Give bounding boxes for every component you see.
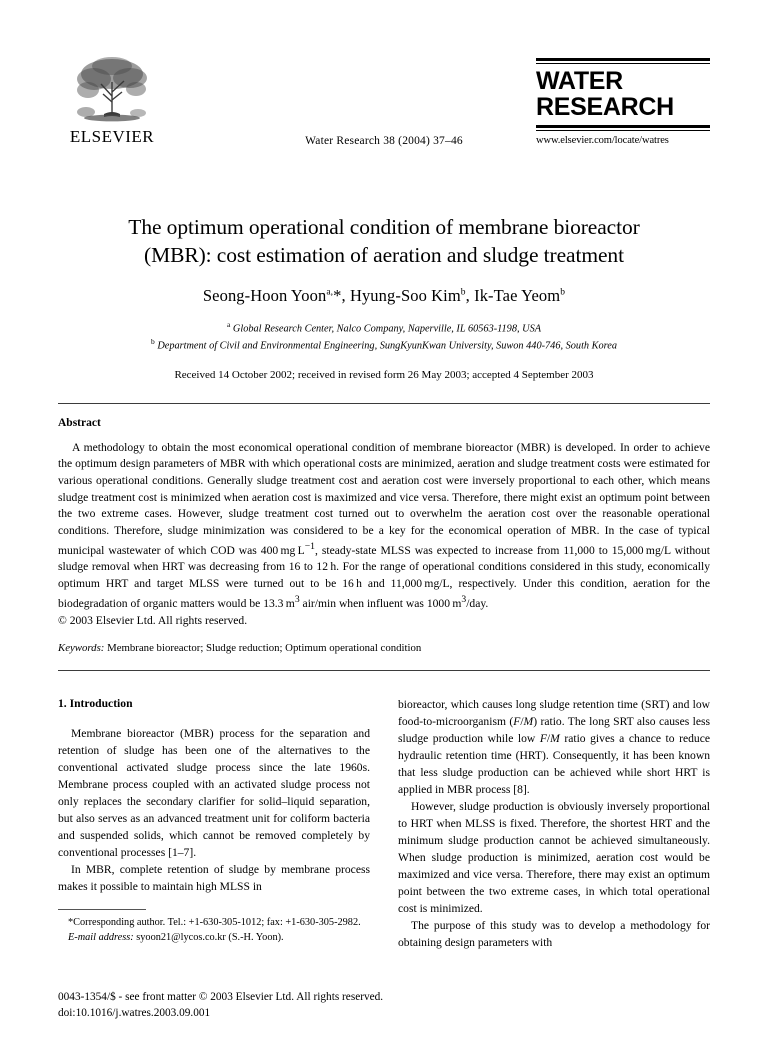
rule-below-keywords: [58, 670, 710, 671]
author-affil-marker-a: a,: [326, 287, 334, 298]
footnote-email-label: E-mail address:: [68, 931, 134, 943]
paragraph-right-2: However, sludge production is obviously inversely proportional to HRT when MLSS is fixed. Therefore, the shortest HRT and the minimum sludge production cannot be achieved simultaneously. When sludge production is minimized, aeration cost would be maximized and vice versa. Therefore, there may exist an optimum point between the two extreme cases, in which total operational cost is minimized.: [398, 800, 710, 916]
paragraph-intro-1: Membrane bioreactor (MBR) process for the separation and retention of sludge has been one of the alternatives to the conventional activated sludge process since the late 1960s. Membrane process coupled with an activated sludge process not only replaces the secondary clarifier for solid–liquid separation, but also serves as an advanced treatment unit for coliform bacteria and suspended solids, which cannot be removed completely by conventional processes [1–7].: [58, 727, 370, 860]
affiliation-list: [58, 320, 710, 355]
abstract-text: A methodology to obtain the most economical operational condition of membrane bioreactor (MBR) is developed. In order to achieve the optimum design parameters of MBR with which operational costs are minimized, aeration and sludge treatment costs were estimated for various operational conditions. Generally sludge treatment cost and aeration cost were inversely proportional to each other, which means sludge treatment cost is minimized when aeration cost is maximized and vice versa. Therefore, there might exist an optimum point between the two extreme cases. However, sludge treatment cost turned out to overwhelm the aeration cost over the reasonable operational conditions. Therefore, sludge minimization was considered to be a key for the economical operation of MBR. In the case of typical municipal wastewater of which COD was 400 mg $L^{-1}$, steady-state MLSS was expected to increase from 11,000 to 15,000 mg/L without sludge removal when HRT was decreasing from 16 to 12 h. For the range of operational conditions considered in this study, economically optimum HRT and target MLSS were turned out to be 16 h and 11,000 mg/L, respectively. Under this condition, aeration for the biodegradation of organic matters would be 13.3 $m^3$ air/min when influent was 1000 $m^3$/day.: [58, 440, 710, 610]
keywords-line: [58, 642, 710, 654]
abstract-copyright: © 2003 Elsevier Ltd. All rights reserved.: [58, 614, 248, 628]
author-affil-marker-b2: b: [560, 287, 566, 298]
elsevier-tree-icon: [70, 52, 154, 126]
masthead-rule-bottom: [536, 125, 710, 131]
paper-title-line1: The optimum operational condition of membrane bioreactor: [128, 215, 640, 239]
masthead-rule-top: [536, 58, 710, 64]
journal-title-line1: WATER: [536, 67, 623, 95]
affiliation-a-text: Global Research Center, Nalco Company, Naperville, IL 60563-1198, USA: [232, 323, 542, 335]
page-masthead: [58, 0, 710, 170]
publisher-name: ELSEVIER: [69, 127, 155, 146]
rule-above-abstract: [58, 403, 710, 404]
paragraph-right-1: bioreactor, which causes long sludge retention time (SRT) and low food-to-microorganism (F/M) ratio. The long SRT also causes less sludge production while low F/M ratio gives a chance to reduce hydraulic retention time (HRT). Consequently, it has been known that less sludge production can be achieved while short HRT is applied in MBR process [8].: [398, 698, 710, 797]
journal-masthead: [536, 58, 710, 146]
footnote-email-value[interactable]: syoon21@lycos.co.kr (S.-H. Yoon).: [136, 931, 284, 943]
elsevier-logo: [64, 52, 160, 145]
doi-line[interactable]: doi:10.1016/j.watres.2003.09.001: [58, 1006, 211, 1019]
author-affil-marker-b1: b: [460, 287, 466, 298]
section-heading-introduction: 1. Introduction: [58, 697, 133, 711]
journal-citation: Water Research 38 (2004) 37–46: [305, 135, 463, 147]
column-left: [58, 697, 370, 975]
affiliation-a: [58, 320, 710, 337]
author-list: Seong-Hoon Yoon$^{a,}$*, Hyung-Soo Kim$^b$, Ik-Tae Yeom$^b$: [202, 286, 566, 306]
article-body: [58, 697, 710, 975]
footnote-separator: [58, 909, 146, 910]
paper-title-line2: (MBR): cost estimation of aeration and sludge treatment: [144, 242, 624, 267]
journal-title-line2: RESEARCH: [536, 92, 674, 121]
journal-url[interactable]: www.elsevier.com/locate/watres: [536, 134, 669, 146]
paragraph-right-3: The purpose of this study was to develop a methodology for obtaining design parameters with: [398, 919, 710, 950]
issn-line: 0043-1354/$ - see front matter © 2003 Elsevier Ltd. All rights reserved.: [58, 990, 384, 1003]
title-block: [58, 214, 710, 381]
keywords-label: Keywords:: [58, 642, 105, 655]
column-right: [398, 697, 710, 975]
affiliation-b: [58, 337, 710, 354]
footnote-corresponding-author: *Corresponding author. Tel.: +1-630-305-1012; fax: +1-630-305-2982.: [68, 917, 361, 929]
affil-marker-a: a: [226, 320, 231, 330]
page-footer: [58, 989, 383, 1021]
abstract-heading: Abstract: [58, 416, 101, 429]
paragraph-intro-2: In MBR, complete retention of sludge by membrane process makes it possible to maintain high MLSS in: [58, 863, 370, 894]
affiliation-b-text: Department of Civil and Environmental Engineering, SungKyunKwan University, Suwon 440-746, South Korea: [157, 340, 618, 352]
keywords-value: Membrane bioreactor; Sludge reduction; Optimum operational condition: [107, 642, 422, 655]
received-dates: Received 14 October 2002; received in revised form 26 May 2003; accepted 4 September 2003: [174, 368, 594, 381]
page-title: [64, 214, 704, 269]
footnote-email: [58, 931, 370, 946]
affil-marker-b: b: [150, 337, 155, 347]
